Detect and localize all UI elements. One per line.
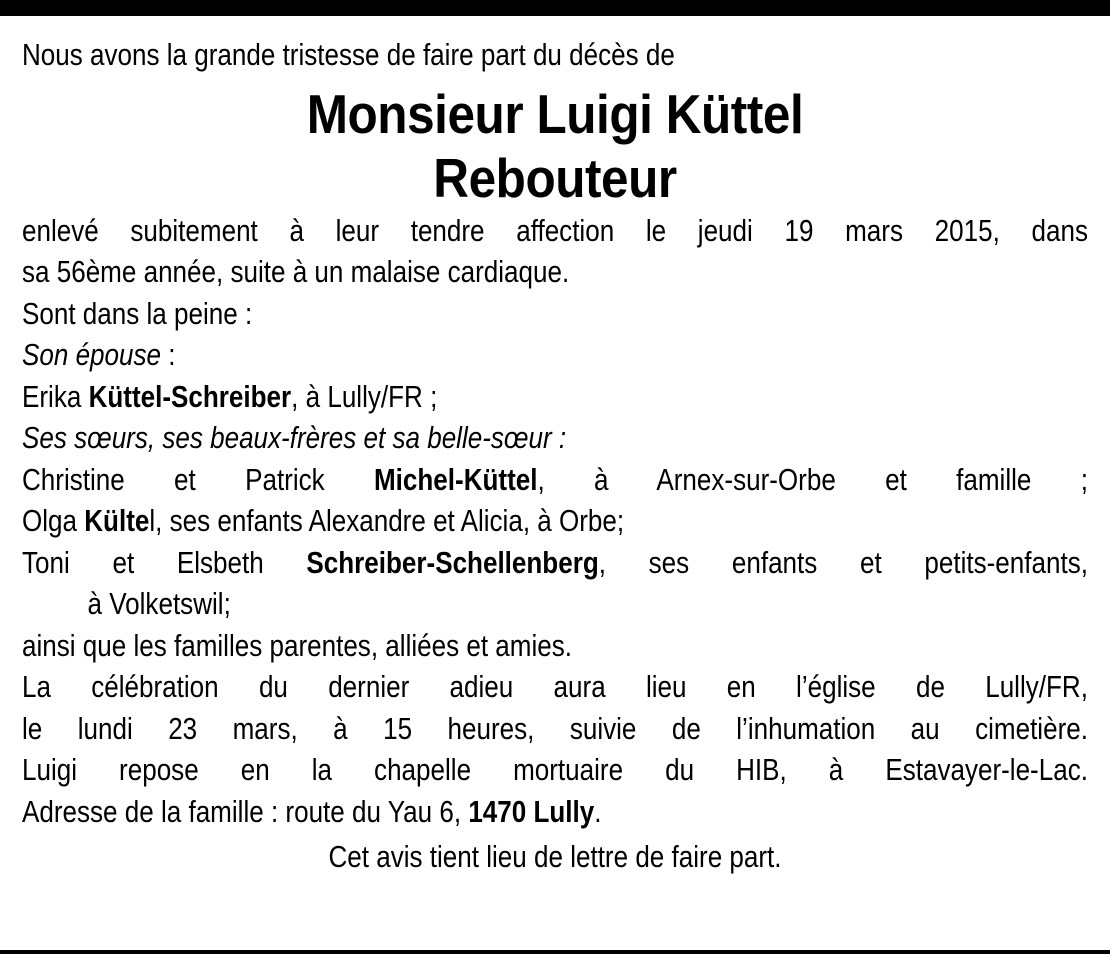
closing-note: Cet avis tient lieu de lettre de faire part. <box>328 839 782 874</box>
sibling-3-place: à Volketswil; <box>87 586 231 621</box>
mourners-intro: Sont dans la peine : <box>22 295 253 331</box>
top-border <box>0 0 1110 16</box>
deceased-name: Monsieur Luigi Küttel <box>306 82 804 145</box>
siblings-label: Ses sœurs, ses beaux-frères et sa belle-sœur : <box>22 420 567 455</box>
sibling-1-surname: Michel-Küttel <box>373 461 538 497</box>
spouse-label: Son épouse <box>22 337 162 372</box>
sibling-line-3 <box>22 542 1088 584</box>
spouse-label-line <box>22 334 917 376</box>
address-line <box>22 791 917 833</box>
ceremony-line-1: La célébration du dernier adieu aura lieu en l’église de Lully/FR, <box>22 669 1088 704</box>
sibling-3-rest: , ses enfants et petits-enfants, <box>598 544 1088 580</box>
sibling-3-first: Toni et Elsbeth <box>22 544 307 580</box>
address-label: Adresse de la famille : route du Yau 6, <box>22 793 469 829</box>
sibling-2-rest: , ses enfants Alexandre et Alicia, à Orbe; <box>155 503 625 538</box>
bottom-border <box>0 950 1110 954</box>
spouse-first: Erika <box>22 378 89 414</box>
deceased-profession: Rebouteur <box>433 146 677 209</box>
siblings-label-line <box>22 417 917 459</box>
sibling-2-surname-bold: Külte <box>84 503 150 538</box>
spouse-surname: Küttel-Schreiber <box>88 378 292 414</box>
address-city: 1470 Lully <box>468 793 595 829</box>
address-end: . <box>594 793 602 829</box>
death-line-1: enlevé subitement à leur tendre affection le jeudi 19 mars 2015, dans <box>22 212 1088 248</box>
spouse-place: , à Lully/FR ; <box>291 378 438 414</box>
sibling-1-first: Christine et Patrick <box>22 461 374 497</box>
death-line-2: sa 56ème année, suite à un malaise cardiaque. <box>22 254 570 289</box>
sibling-line-1 <box>22 459 1088 501</box>
spouse-colon: : <box>161 337 176 372</box>
sibling-3-surname: Schreiber-Schellenberg <box>306 544 599 580</box>
sibling-1-rest: , à Arnex-sur-Orbe et famille ; <box>537 461 1088 497</box>
sibling-2-surname-rest: l <box>149 503 156 538</box>
obituary-notice <box>22 34 1088 878</box>
spouse-line <box>22 376 917 418</box>
sibling-line-2 <box>22 500 917 542</box>
families-line: ainsi que les familles parentes, alliées et amies. <box>22 627 573 663</box>
intro-text: Nous avons la grande tristesse de faire part du décès de <box>22 37 675 72</box>
sibling-2-first: Olga <box>22 503 85 538</box>
ceremony-line-2: le lundi 23 mars, à 15 heures, suivie de l’inhumation au cimetière. <box>22 710 1088 746</box>
ceremony-line-3: Luigi repose en la chapelle mortuaire du HIB, à Estavayer-le-Lac. <box>22 752 1088 787</box>
